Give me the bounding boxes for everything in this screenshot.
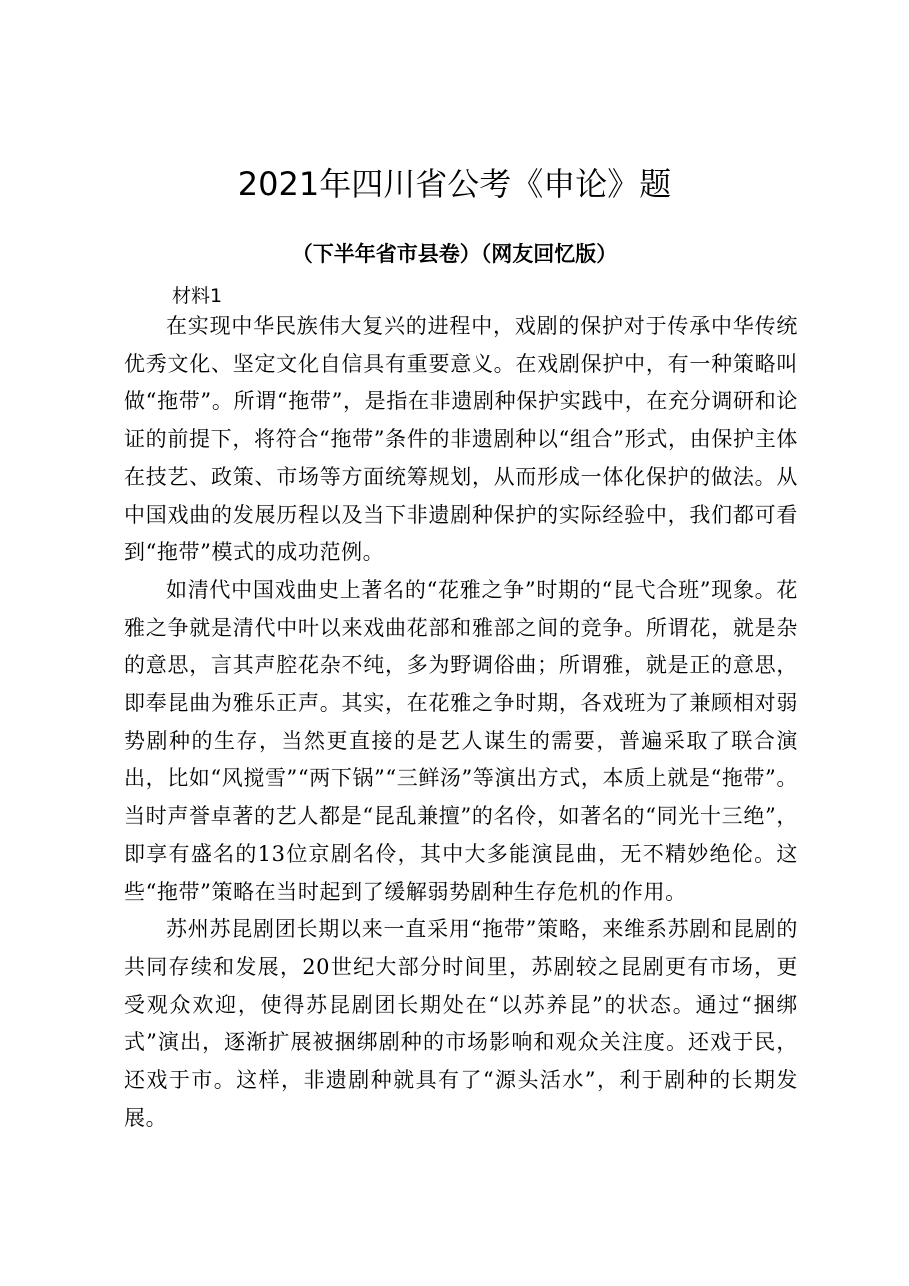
material-body xyxy=(124,308,798,1137)
paragraph-2: 如清代中国戏曲史上著名的“花雅之争”时期的“昆弋合班”现象。花雅之争就是清代中叶以来戏曲花部和雅部之间的竞争。所谓花，就是杂的意思，言其声腔花杂不纯，多为野调俗曲；所谓雅，就是正的意思，即奉昆曲为雅乐正声。其实，在花雅之争时期，各戏班为了兼顾相对弱势剧种的生存，当然更直接的是艺人谋生的需要，普遍采取了联合演出，比如“风搅雪”“两下锅”“三鲜汤”等演出方式，本质上就是“拖带”。当时声誉卓著的艺人都是“昆乱兼擅”的名伶，如著名的“同光十三绝”，即享有盛名的13位京剧名伶，其中大多能演昆曲，无不精妙绝伦。这些“拖带”策略在当时起到了缓解弱势剧种生存危机的作用。 xyxy=(124,577,798,904)
page-subtitle: （下半年省市县卷）（网友回忆版） xyxy=(291,241,618,266)
page-title: 2021年四川省公考《申论》题 xyxy=(237,165,672,203)
material-label: 材料1 xyxy=(172,285,223,307)
paragraph-1: 在实现中华民族伟大复兴的进程中，戏剧的保护对于传承中华传统优秀文化、坚定文化自信具有重要意义。在戏剧保护中，有一种策略叫做“拖带”。所谓“拖带”，是指在非遗剧种保护实践中，在充分调研和论证的前提下，将符合“拖带”条件的非遗剧种以“组合”形式，由保护主体在技艺、政策、市场等方面统筹规划，从而形成一体化保护的做法。从中国戏曲的发展历程以及当下非遗剧种保护的实际经验中，我们都可看到“拖带”模式的成功范例。 xyxy=(124,314,798,565)
paragraph-3: 苏州苏昆剧团长期以来一直采用“拖带”策略，来维系苏剧和昆剧的共同存续和发展，20世纪大部分时间里，苏剧较之昆剧更有市场，更受观众欢迎，使得苏昆剧团长期处在“以苏养昆”的状态。通过“捆绑式”演出，逐渐扩展被捆绑剧种的市场影响和观众关注度。还戏于民，还戏于市。这样，非遗剧种就具有了“源头活水”，利于剧种的长期发展。 xyxy=(124,917,798,1130)
